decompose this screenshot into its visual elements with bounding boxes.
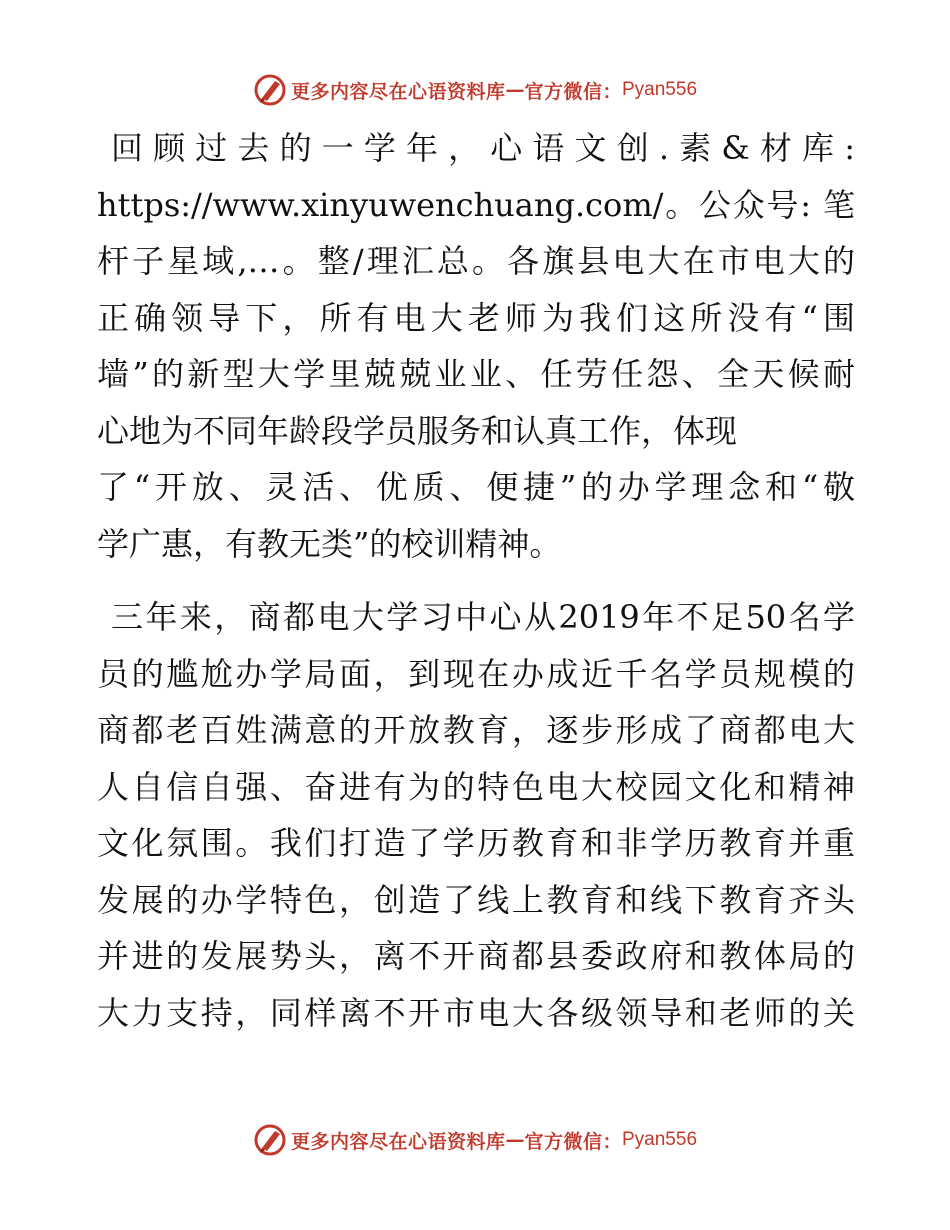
- text-line: 文化氛围。我们打造了学历教育和非学历教育并重: [97, 824, 855, 862]
- text-line: 并进的发展势头，离不开商都县委政府和教体局的: [97, 937, 855, 975]
- watermark-text: 更多内容尽在心语资料库: [290, 80, 506, 103]
- text-line: 了“开放、灵活、优质、便捷”的办学理念和“敬: [97, 468, 855, 506]
- watermark-wechat-label: 官方微信：: [524, 80, 622, 103]
- document-body: [97, 120, 855, 1041]
- text-line: 三年来，商都电大学习中心从2019年不足50名学: [111, 598, 855, 636]
- paragraph-2: [97, 589, 855, 1041]
- text-line: 墙”的新型大学里兢兢业业、任劳任怨、全天候耐: [97, 355, 855, 393]
- text-line: 发展的办学特色，创造了线上教育和线下教育齐头: [97, 880, 855, 919]
- text-line: 员的尴尬办学局面，到现在办成近千名学员规模的: [97, 654, 855, 693]
- header-watermark: [0, 70, 950, 110]
- text-line: 大力支持，同样离不开市电大各级领导和老师的关: [97, 993, 855, 1032]
- text-line: 回顾过去的一学年，心语文创.素&材库:: [111, 129, 855, 167]
- pen-logo-icon: [253, 73, 287, 107]
- watermark-separator: —: [505, 1129, 525, 1151]
- text-line: 正确领导下，所有电大老师为我们这所没有“围: [97, 298, 855, 337]
- text-line: 学广惠，有教无类”的校训精神。: [97, 524, 562, 563]
- text-line: 人自信自强、奋进有为的特色电大校园文化和精神: [97, 767, 855, 806]
- text-line: https://www.xinyuwenchuang.com/。公众号: 笔: [97, 185, 855, 224]
- watermark-wechat-id: Pyan556: [622, 79, 698, 100]
- watermark-wechat-label: 官方微信：: [524, 1130, 622, 1153]
- watermark-separator: —: [505, 79, 525, 101]
- watermark-text: 更多内容尽在心语资料库: [290, 1130, 506, 1153]
- paragraph-1: [97, 120, 855, 572]
- watermark-wechat-id: Pyan556: [622, 1129, 698, 1150]
- text-line: 心地为不同年龄段学员服务和认真工作，体现: [97, 411, 738, 450]
- footer-watermark: [0, 1120, 950, 1160]
- pen-logo-icon: [253, 1123, 287, 1157]
- text-line: 杆子星域,…。整/理汇总。各旗县电大在市电大的: [97, 242, 855, 280]
- text-line: 商都老百姓满意的开放教育，逐步形成了商都电大: [97, 711, 855, 749]
